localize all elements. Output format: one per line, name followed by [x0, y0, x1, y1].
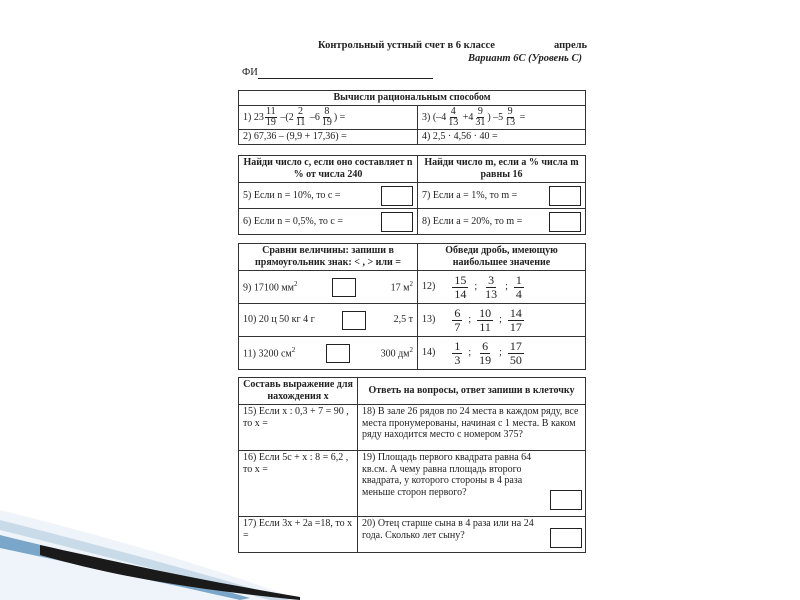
- task-11-left-sup: 2: [291, 346, 296, 355]
- task-11-left: [243, 346, 295, 360]
- fraction-numerator: 15: [454, 272, 467, 287]
- task-13-fraction-1[interactable]: [452, 307, 462, 333]
- name-input-line[interactable]: [258, 78, 433, 79]
- task-20: 20) Отец старше сына в 4 раза или на 24 года. Сколько лет сыну?: [362, 518, 534, 541]
- task-3-frac-a: [447, 107, 459, 128]
- section-expressions: [238, 377, 586, 553]
- task-3-number: 3): [422, 111, 431, 123]
- task-11-right-sup: 2: [409, 346, 413, 355]
- task-3-frac-c: [504, 107, 516, 128]
- task-3: 3) (–4 $\frac{4}{13}$ +4 $\frac{9}{31}$ ) –5 $\frac{9}{13}$ =: [418, 106, 586, 130]
- task-3-frac-c-num: 9: [507, 106, 513, 117]
- fraction-denominator: 4: [515, 286, 522, 301]
- task-11-left-text: 11) 3200 см: [243, 348, 292, 360]
- task-3-frac-c-den: 13: [505, 117, 516, 128]
- fraction-denominator: 13: [485, 286, 498, 301]
- worksheet-variant: Вариант 6С (Уровень С): [468, 53, 582, 64]
- task-19: 19) Площадь первого квадрата равна 64 кв.см. А чему равна площадь второго квадрата, у которого стороны в 4 раза меньше сторон первого?: [362, 452, 532, 498]
- section-rational-calc: [238, 90, 586, 145]
- fraction-numerator: 1: [454, 338, 461, 353]
- task-7: 7) Если а = 1%, то m =: [422, 189, 518, 201]
- answer-box-5[interactable]: [381, 186, 413, 206]
- fraction-numerator: 6: [454, 305, 461, 320]
- task-1-frac-b: [295, 107, 307, 128]
- task-9-right-sup: 2: [409, 280, 413, 289]
- section-compare: [238, 243, 586, 370]
- task-10-left: 10) 20 ц 50 кг 4 г: [243, 314, 315, 326]
- compare-box-10[interactable]: [342, 311, 366, 330]
- section1-title: Вычисли рациональным способом: [239, 91, 586, 106]
- task-3-frac-b-num: 9: [477, 106, 483, 117]
- section4-head-right: Ответь на вопросы, ответ запиши в клеточку: [358, 378, 586, 405]
- task-5: 5) Если n = 10%, то с =: [243, 189, 341, 201]
- compare-box-11[interactable]: [326, 344, 350, 363]
- task-3-frac-b: [474, 107, 486, 128]
- separator: ;: [468, 314, 472, 326]
- answer-box-19[interactable]: [550, 490, 582, 510]
- answer-box-8[interactable]: [549, 212, 581, 232]
- task-13-fraction-3[interactable]: [508, 307, 524, 333]
- separator: ;: [499, 347, 502, 359]
- task-3-whole-a: 4: [441, 111, 447, 123]
- task-9-left-sup: 2: [294, 280, 298, 289]
- fraction-numerator: 3: [488, 272, 495, 287]
- fraction-denominator: 7: [454, 319, 461, 334]
- task-15: 15) Если x : 0,3 + 7 = 90 , то x =: [239, 405, 358, 451]
- task-1-whole-a: 23: [253, 111, 264, 123]
- task-1-frac-b-num: 2: [298, 106, 303, 117]
- answer-box-6[interactable]: [381, 212, 413, 232]
- task-14-number: 14): [422, 347, 436, 359]
- task-12-number: 12): [422, 281, 436, 293]
- task-14-fraction-3[interactable]: [508, 340, 524, 366]
- task-12-fractions[interactable]: [449, 274, 527, 300]
- section3-head-right: Обведи дробь, имеющую наибольшее значение: [418, 244, 586, 271]
- task-9-right: [391, 280, 413, 294]
- task-3-frac-a-num: 4: [450, 106, 456, 117]
- task-1-whole-b: 2: [288, 111, 294, 123]
- separator: ;: [468, 347, 472, 359]
- task-4: 4) 2,5 · 4,56 · 40 =: [418, 130, 586, 145]
- answer-box-7[interactable]: [549, 186, 581, 206]
- task-13-fraction-2[interactable]: [477, 307, 493, 333]
- task-12-fraction-2[interactable]: [483, 274, 499, 300]
- section4-head-left: Составь выражение для нахождения x: [239, 378, 358, 405]
- task-1-frac-b-den: 11: [295, 117, 306, 128]
- fraction-denominator: 11: [479, 319, 491, 334]
- worksheet-title: Контрольный устный счет в 6 классе: [318, 40, 495, 51]
- name-label: ФИ: [242, 67, 258, 78]
- task-8: 8) Если а = 20%, то m =: [422, 215, 523, 227]
- task-17: 17) Если 3x + 2а =18, то x =: [239, 517, 358, 553]
- separator: ;: [505, 281, 508, 293]
- task-11-right-text: 300 дм: [380, 348, 410, 360]
- task-14-fractions[interactable]: [449, 340, 527, 366]
- task-3-frac-b-den: 31: [475, 117, 486, 128]
- task-1-frac-a-den: 19: [265, 117, 276, 128]
- task-9-left-text: 9) 17100 мм: [243, 282, 294, 294]
- task-11-right: [381, 346, 413, 360]
- task-1-frac-a: [265, 107, 277, 128]
- fraction-numerator: 14: [509, 305, 522, 320]
- fraction-denominator: 14: [454, 286, 467, 301]
- fraction-numerator: 6: [482, 338, 489, 353]
- section2-head-right: Найди число m, если а % числа m равны 16: [418, 156, 586, 183]
- task-2: 2) 67,36 – (9,9 + 17,36) =: [239, 130, 418, 145]
- task-13-fractions[interactable]: [449, 307, 527, 333]
- task-10-right: 2,5 т: [393, 314, 413, 326]
- task-1-frac-c: [321, 107, 333, 128]
- task-1-frac-c-num: 8: [324, 106, 330, 117]
- task-18: 18) В зале 26 рядов по 24 места в каждом ряду, все места пронумерованы, начиная с 1 места. В каком ряду находится место с номером 375?: [358, 405, 586, 451]
- fraction-denominator: 50: [509, 352, 522, 367]
- fraction-numerator: 17: [509, 338, 522, 353]
- task-9-left: [243, 280, 298, 294]
- task-1-frac-a-num: 11: [266, 106, 276, 117]
- section2-head-left: Найди число с, если оно составляет n % от числа 240: [239, 156, 418, 183]
- task-13-number: 13): [422, 314, 436, 326]
- task-14-fraction-2[interactable]: [477, 340, 493, 366]
- task-16: 16) Если 5с + x : 8 = 6,2 , то x =: [239, 451, 358, 517]
- section3-head-left: Сравни величины: запиши в прямоугольник знак: < , > или =: [239, 244, 418, 271]
- section-percent: [238, 155, 586, 235]
- task-1-whole-c: 6: [314, 111, 320, 123]
- task-14-fraction-1[interactable]: [452, 340, 462, 366]
- fraction-denominator: 19: [479, 352, 492, 367]
- fraction-denominator: 17: [509, 319, 522, 334]
- fraction-denominator: 3: [454, 352, 461, 367]
- task-1-frac-c-den: 19: [321, 117, 332, 128]
- task-6: 6) Если n = 0,5%, то с =: [243, 215, 344, 227]
- task-1: 1) 23 $\frac{11}{19}$ –(2 $\frac{2}{11}$ –6 $\frac{8}{19}$ ) =: [239, 106, 418, 130]
- worksheet-month: апрель: [554, 40, 588, 51]
- separator: ;: [474, 281, 478, 293]
- compare-box-9[interactable]: [332, 278, 356, 297]
- answer-box-20[interactable]: [550, 528, 582, 548]
- task-1-number: 1): [243, 111, 252, 123]
- task-3-whole-b: 4: [468, 111, 474, 123]
- fraction-numerator: 10: [479, 305, 492, 320]
- task-9-right-text: 17 м: [390, 282, 410, 294]
- task-3-frac-a-den: 13: [448, 117, 459, 128]
- separator: ;: [499, 314, 502, 326]
- task-12-fraction-3[interactable]: [514, 274, 524, 300]
- task-3-whole-c: 5: [498, 111, 504, 123]
- fraction-numerator: 1: [515, 272, 522, 287]
- task-12-fraction-1[interactable]: [452, 274, 468, 300]
